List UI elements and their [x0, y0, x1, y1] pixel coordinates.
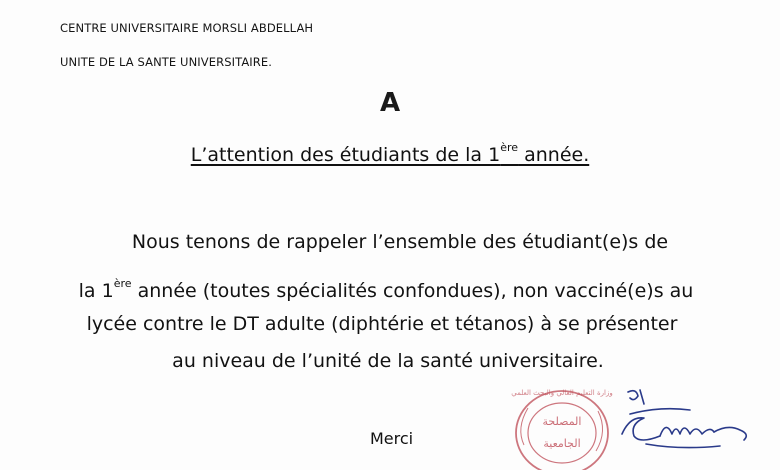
- stamp-text-top: المصلحة: [542, 415, 582, 428]
- unit-name: UNITE DE LA SANTE UNIVERSITAIRE.: [60, 55, 272, 69]
- body-line-3: lycée contre le DT adulte (diphtérie et tétanos) à se présenter: [86, 313, 678, 335]
- body-line-2-post: année (toutes spécialités confondues), non vacciné(e)s au: [131, 280, 694, 302]
- stamp-text-bottom: الجامعية: [543, 437, 581, 450]
- attention-text-post: année.: [518, 144, 590, 166]
- attention-heading-text: [190, 141, 590, 166]
- attention-superscript: ère: [500, 141, 519, 154]
- body-line-2-superscript: ère: [113, 277, 132, 290]
- body-line-1: Nous tenons de rappeler l’ensemble des étudiant(e)s de: [131, 231, 669, 253]
- institution-name: CENTRE UNIVERSITAIRE MORSLI ABDELLAH: [60, 21, 314, 35]
- body-line-4: au niveau de l’unité de la santé universitaire.: [172, 350, 604, 372]
- attention-heading: [0, 141, 780, 166]
- closing-merci: Merci: [370, 429, 414, 448]
- stamp-ring-text: وزارة التعليم العالي والبحث العلمي: [511, 389, 613, 397]
- body-line-2: [0, 277, 776, 302]
- attention-text-pre: L’attention des étudiants de la 1: [190, 144, 501, 166]
- handwritten-signature: [600, 384, 760, 464]
- body-line-2-pre: la 1: [78, 280, 114, 302]
- heading-a: A: [379, 88, 401, 118]
